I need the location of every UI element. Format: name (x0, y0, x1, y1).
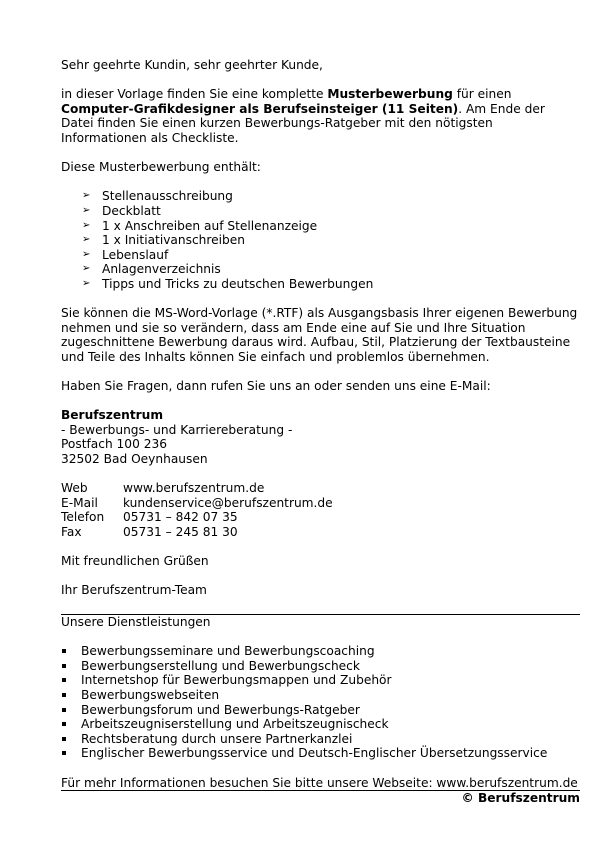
list-item (82, 233, 580, 248)
list-item (61, 688, 580, 703)
intro-text-2: für einen (452, 87, 512, 102)
list-item-label: Bewerbungserstellung und Bewerbungscheck (81, 658, 360, 673)
list-item (61, 732, 580, 747)
arrowhead-right-icon: ➢ (82, 190, 91, 202)
company-name: Berufszentrum (61, 408, 164, 423)
contact-label: Fax (61, 525, 82, 539)
square-bullet-icon (62, 751, 66, 755)
list-item (82, 219, 580, 234)
company-postbox: Postfach 100 236 (61, 437, 167, 452)
signature: Ihr Berufszentrum-Team (61, 583, 207, 598)
list-item-label: Internetshop für Bewerbungsmappen und Zubehör (81, 673, 392, 688)
services-list (61, 644, 580, 761)
list-item-label: Tipps und Tricks zu deutschen Bewerbungen (102, 276, 374, 291)
list-item-label: Anlagenverzeichnis (102, 262, 221, 277)
intro-bold-1: Musterbewerbung (327, 87, 453, 102)
arrowhead-right-icon: ➢ (82, 219, 91, 231)
contact-row-fax (61, 525, 580, 540)
contact-row-phone (61, 510, 580, 525)
copyright: © Berufszentrum (461, 791, 580, 806)
square-bullet-icon (62, 678, 66, 682)
arrowhead-right-icon: ➢ (82, 248, 91, 260)
list-item (82, 262, 580, 277)
document-page (61, 58, 580, 806)
contact-value-web[interactable]: www.berufszentrum.de (123, 481, 265, 496)
list-item-label: 1 x Initiativanschreiben (102, 233, 245, 248)
list-item-label: Arbeitszeugniserstellung und Arbeitszeugnischeck (81, 717, 389, 732)
arrowhead-right-icon: ➢ (82, 234, 91, 246)
contents-heading: Diese Musterbewerbung enthält: (61, 160, 261, 175)
square-bullet-icon (62, 649, 66, 653)
contact-value-phone: 05731 – 842 07 35 (123, 510, 238, 525)
contact-row-web (61, 481, 580, 496)
list-item-label: Stellenausschreibung (102, 189, 233, 204)
arrowhead-right-icon: ➢ (82, 204, 91, 216)
list-item (82, 204, 580, 219)
square-bullet-icon (62, 708, 66, 712)
intro-paragraph (61, 87, 580, 145)
list-item (61, 746, 580, 761)
square-bullet-icon (62, 722, 66, 726)
list-item-label: Bewerbungsforum und Bewerbungs-Ratgeber (81, 702, 360, 717)
list-item (61, 673, 580, 688)
company-tagline: - Bewerbungs- und Karriereberatung - (61, 422, 293, 437)
list-item-label: Englischer Bewerbungsservice und Deutsch-Englischer Übersetzungsservice (81, 746, 548, 761)
list-item-label: Deckblatt (102, 203, 161, 218)
list-item (82, 277, 580, 292)
intro-text-3: . Am Ende der Datei finden Sie einen kurzen Bewerbungs-Ratgeber mit den nötigsten Informationen als Checkliste. (61, 101, 545, 145)
intro-bold-2: Computer-Grafikdesigner als Berufseinsteiger (11 Seiten) (61, 101, 459, 116)
square-bullet-icon (62, 737, 66, 741)
services-heading: Unsere Dienstleistungen (61, 614, 211, 629)
list-item-label: Bewerbungswebseiten (81, 687, 220, 702)
closing: Mit freundlichen Grüßen (61, 554, 209, 569)
list-item (61, 703, 580, 718)
contact-row-email (61, 496, 580, 511)
list-item-label: Lebenslauf (102, 247, 169, 262)
square-bullet-icon (62, 664, 66, 668)
questions-paragraph: Haben Sie Fragen, dann rufen Sie uns an oder senden uns eine E-Mail: (61, 379, 491, 394)
list-item (61, 644, 580, 659)
contact-label: Telefon (61, 510, 105, 525)
arrowhead-right-icon: ➢ (82, 263, 91, 275)
contact-value-fax: 05731 – 245 81 30 (123, 525, 238, 539)
list-item-label: 1 x Anschreiben auf Stellenanzeige (102, 218, 318, 233)
contents-list (61, 189, 580, 291)
list-item (82, 189, 580, 204)
list-item-label: Rechtsberatung durch unsere Partnerkanzlei (81, 731, 353, 746)
list-item (82, 248, 580, 263)
list-item (61, 659, 580, 674)
list-item (61, 717, 580, 732)
contact-label: E-Mail (61, 495, 98, 510)
greeting: Sehr geehrte Kundin, sehr geehrter Kunde, (61, 58, 323, 72)
more-info: Für mehr Informationen besuchen Sie bitte unsere Webseite: www.berufszentrum.de (61, 775, 578, 790)
contact-value-email[interactable]: kundenservice@berufszentrum.de (123, 495, 333, 510)
square-bullet-icon (62, 693, 66, 697)
contact-label: Web (61, 481, 88, 496)
contact-block (61, 481, 580, 539)
arrowhead-right-icon: ➢ (82, 277, 91, 289)
company-city: 32502 Bad Oeynhausen (61, 452, 208, 467)
list-item-label: Bewerbungsseminare und Bewerbungscoaching (81, 644, 375, 659)
usage-paragraph: Sie können die MS-Word-Vorlage (*.RTF) als Ausgangsbasis Ihrer eigenen Bewerbung nehmen und sie so verändern, dass am Ende eine auf Sie und Ihre Situation zugeschnittene Bewerbung daraus wird. Aufbau, Stil, Platzierung der Textbausteine und Teile des Inhalts können Sie einfach und problemlos übernehmen. (61, 306, 578, 364)
intro-text-1: in dieser Vorlage finden Sie eine komplette (61, 87, 328, 102)
